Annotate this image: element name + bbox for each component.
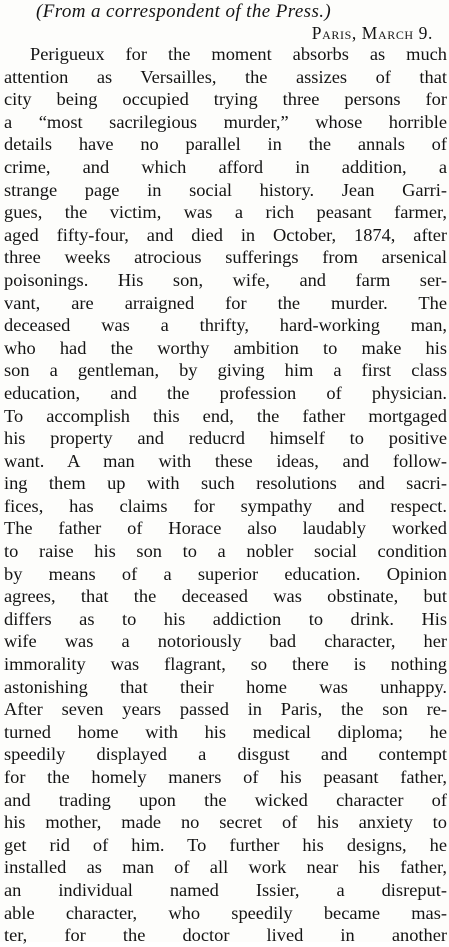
article-line: speedily displayed a disgust and contempt: [4, 744, 447, 765]
article-line: turned home with his medical diploma; he: [4, 721, 447, 742]
byline: (From a correspondent of the Press.): [36, 1, 332, 22]
article-line: and trading upon the wicked character of: [4, 789, 447, 810]
article-line: his mother, made no secret of his anxiety to: [4, 812, 447, 833]
article-line: immorality was flagrant, so there is nothing: [4, 654, 447, 675]
article-line: differs as to his addiction to drink. His: [4, 608, 447, 629]
article-line: by means of a superior education. Opinion: [4, 563, 447, 584]
article-line: who had the worthy ambition to make his: [4, 337, 447, 358]
article-line: a “most sacrilegious murder,” whose horrible: [4, 111, 447, 132]
article-line: his property and reducrd himself to positive: [4, 428, 447, 449]
article-line: to raise his son to a nobler social condition: [4, 541, 447, 562]
article-line: attention as Versailles, the assizes of that: [4, 66, 447, 87]
article-line: ing them up with such resolutions and sacri-: [4, 473, 447, 494]
article-body: [0, 43, 449, 947]
article-line: strange page in social history. Jean Garri-: [4, 179, 447, 200]
article-line: crime, and which afford in addition, a: [4, 156, 447, 177]
article-line: gues, the victim, was a rich peasant farmer,: [4, 202, 447, 223]
article-line: three weeks atrocious sufferings from arsenical: [4, 247, 447, 268]
article-line: agrees, that the deceased was obstinate, but: [4, 586, 447, 607]
article-line: To accomplish this end, the father mortgaged: [4, 405, 447, 426]
article-line: poisonings. His son, wife, and farm ser-: [4, 269, 447, 290]
article-line: details have no parallel in the annals of: [4, 134, 447, 155]
article-line: After seven years passed in Paris, the son re-: [4, 699, 447, 720]
article-line: Perigueux for the moment absorbs as much: [30, 44, 447, 64]
article-line: astonishing that their home was unhappy.: [4, 676, 447, 697]
article-line: aged fifty-four, and died in October, 1874, after: [4, 224, 447, 245]
article-line: son a gentleman, by giving him a first class: [4, 360, 447, 381]
dateline: Paris, March 9.: [311, 23, 433, 43]
article-line: education, and the profession of physician.: [4, 382, 447, 403]
article-line: wife was a notoriously bad character, her: [4, 631, 447, 652]
article-line: deceased was a thrifty, hard-working man,: [4, 315, 447, 336]
article-line: ter, for the doctor lived in another: [4, 925, 447, 946]
article-line: for the homely maners of his peasant father,: [4, 767, 447, 787]
article-line: installed as man of all work near his father,: [4, 857, 447, 878]
article-line: an individual named Issier, a disreput-: [4, 879, 447, 900]
article-line: get rid of him. To further his designs, he: [4, 834, 447, 855]
article-line: The father of Horace also laudably worked: [4, 518, 447, 539]
article-line: fices, has claims for sympathy and respect.: [4, 495, 447, 516]
article-line: vant, are arraigned for the murder. The: [4, 292, 447, 313]
article-line: city being occupied trying three persons for: [4, 89, 447, 110]
article-line: want. A man with these ideas, and follow-: [4, 450, 447, 471]
article-line: able character, who speedily became mas-: [4, 902, 447, 923]
